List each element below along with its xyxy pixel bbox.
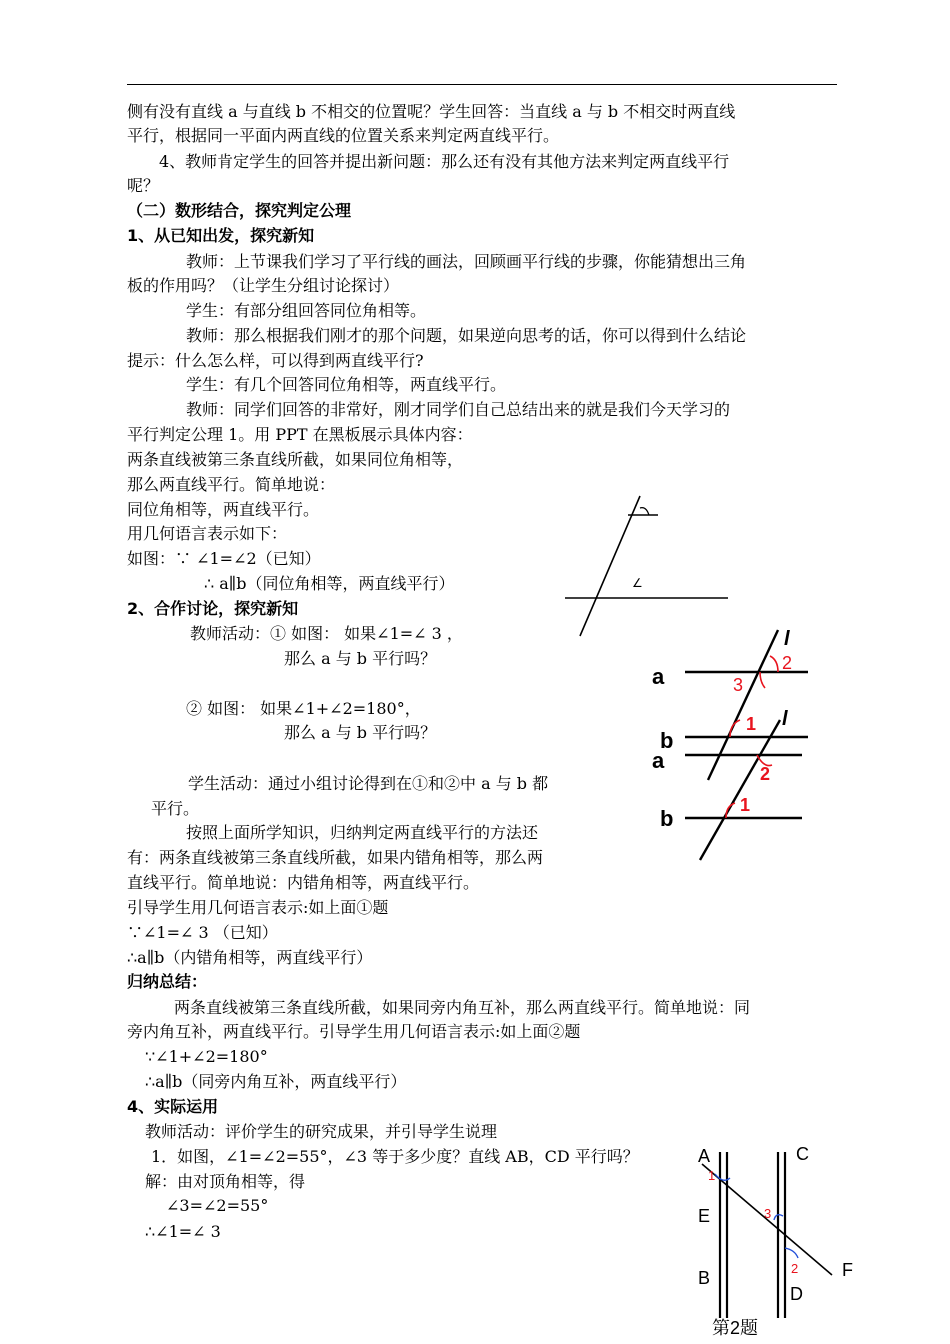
text-line: 旁内角互补，两直线平行。引导学生用几何语言表示:如上面②题 (127, 1022, 581, 1041)
text-line: 教师：同学们回答的非常好，刚才同学们自己总结出来的就是我们今天学习的 (186, 400, 731, 419)
angle-1-arc (730, 720, 740, 737)
figure-problem-2 (690, 1140, 870, 1340)
angle-arc (640, 508, 649, 515)
label-a: a (652, 664, 665, 689)
text-line: ∠3=∠2=55° (166, 1196, 269, 1215)
text-line: 两条直线被第三条直线所截，如果同位角相等， (127, 450, 464, 469)
angle-2-label: 2 (782, 653, 793, 673)
text-line: ② 如图： 如果∠1+∠2=180°， (186, 699, 421, 718)
transversal-line (580, 496, 640, 636)
text-line: 用几何语言表示如下： (127, 524, 288, 543)
text-line: 1．如图，∠1=∠2=55°，∠3 等于多少度？直线 AB，CD 平行吗？ (151, 1147, 639, 1166)
angle-1-label: 1 (746, 714, 757, 734)
label-b2: b (660, 806, 674, 831)
figure-caption: 第2题 (712, 1318, 759, 1338)
subsection-heading: 1、从已知出发，探究新知 (127, 226, 315, 245)
text-line: 平行判定公理 1。用 PPT 在黑板展示具体内容： (127, 425, 473, 444)
angle-3-label: 3 (764, 1206, 772, 1221)
section-heading: （二）数形结合，探究判定公理 (127, 201, 352, 220)
angle-1b-label: 1 (740, 795, 751, 815)
text-line: 教师：上节课我们学习了平行线的画法，回顾画平行线的步骤，你能猜想出三角 (186, 252, 747, 271)
transversal-l2 (700, 720, 780, 860)
text-line: 两条直线被第三条直线所截，如果同旁内角互补，那么两直线平行。简单地说：同 (174, 998, 751, 1017)
label-l: l (784, 628, 790, 650)
label-b: b (660, 728, 674, 753)
text-line: 教师：那么根据我们刚才的那个问题，如果逆向思考的话，你可以得到什么结论 (186, 326, 747, 345)
header-rule (127, 84, 837, 85)
subsection-heading: 归纳总结： (127, 972, 208, 991)
label-D: D (790, 1284, 803, 1304)
text-line: 教师活动：评价学生的研究成果，并引导学生说理 (145, 1122, 498, 1141)
angle-3-arc (760, 672, 765, 688)
text-line: 直线平行。简单地说：内错角相等，两直线平行。 (127, 873, 480, 892)
text-line: 平行，根据同一平面内两直线的位置关系来判定两直线平行。 (127, 126, 560, 145)
text-line: ∵∠1=∠ 3 （已知） (127, 923, 278, 942)
text-line: 按照上面所学知识，归纳判定两直线平行的方法还 (186, 823, 539, 842)
text-line: 引导学生用几何语言表示:如上面①题 (127, 898, 389, 917)
text-line: ∴a∥b（同旁内角互补，两直线平行） (145, 1072, 407, 1091)
subsection-heading: 2、合作讨论，探究新知 (127, 599, 299, 618)
angle-2-label: 2 (791, 1261, 799, 1276)
angle-3-label: 3 (733, 675, 744, 695)
text-line: 那么两直线平行。简单地说： (127, 475, 336, 494)
figure-angles-1-2 (640, 620, 820, 865)
text-line: 提示：什么怎么样，可以得到两直线平行? (127, 351, 424, 370)
angle-2-arc (785, 1248, 798, 1258)
label-A: A (698, 1146, 711, 1166)
label-l2: l (782, 708, 788, 730)
text-line: 学生：有几个回答同位角相等，两直线平行。 (186, 375, 507, 394)
angle-symbol: ∠ (632, 576, 643, 590)
transversal-l (708, 630, 778, 780)
text-line: 那么 a 与 b 平行吗？ (284, 723, 437, 742)
text-line: ∴∠1=∠ 3 (145, 1222, 221, 1241)
subsection-heading: 4、实际运用 (127, 1097, 219, 1116)
label-F: F (842, 1260, 853, 1280)
text-line: 呢？ (127, 176, 160, 195)
text-line: 4、教师肯定学生的回答并提出新问题：那么还有没有其他方法来判定两直线平行 (159, 152, 730, 171)
angle-1b-arc (726, 803, 735, 818)
text-line: ∵∠1+∠2=180° (145, 1047, 268, 1066)
text-line: 那么 a 与 b 平行吗？ (284, 649, 437, 668)
text-line: 如图：∵ ∠1=∠2（已知） (127, 549, 321, 568)
angle-1-label: 1 (708, 1168, 716, 1183)
label-B: B (698, 1268, 711, 1288)
text-line: 板的作用吗？（让学生分组讨论探讨） (127, 276, 400, 295)
angle-2b-label: 2 (760, 764, 771, 784)
text-line: 平行。 (151, 799, 200, 818)
figure-transversal (560, 488, 735, 638)
text-line: 侧有没有直线 a 与直线 b 不相交的位置呢？学生回答：当直线 a 与 b 不相交时两直线 (127, 102, 736, 121)
text-line: 有：两条直线被第三条直线所截，如果内错角相等，那么两 (127, 848, 544, 867)
text-line: 学生活动：通过小组讨论得到在①和②中 a 与 b 都 (188, 774, 549, 793)
text-line: 学生：有部分组回答同位角相等。 (186, 301, 427, 320)
text-line: ∴ a∥b（同位角相等，两直线平行） (204, 574, 455, 593)
text-line: 同位角相等，两直线平行。 (127, 500, 320, 519)
label-C: C (796, 1144, 809, 1164)
angle-2-arc (770, 656, 778, 672)
label-a2: a (652, 748, 665, 773)
text-line: 解：由对顶角相等，得 (145, 1172, 306, 1191)
text-line: ∴a∥b（内错角相等，两直线平行） (127, 948, 373, 967)
label-E: E (698, 1206, 711, 1226)
text-line: 教师活动：① 如图： 如果∠1=∠ 3 ， (190, 624, 463, 643)
